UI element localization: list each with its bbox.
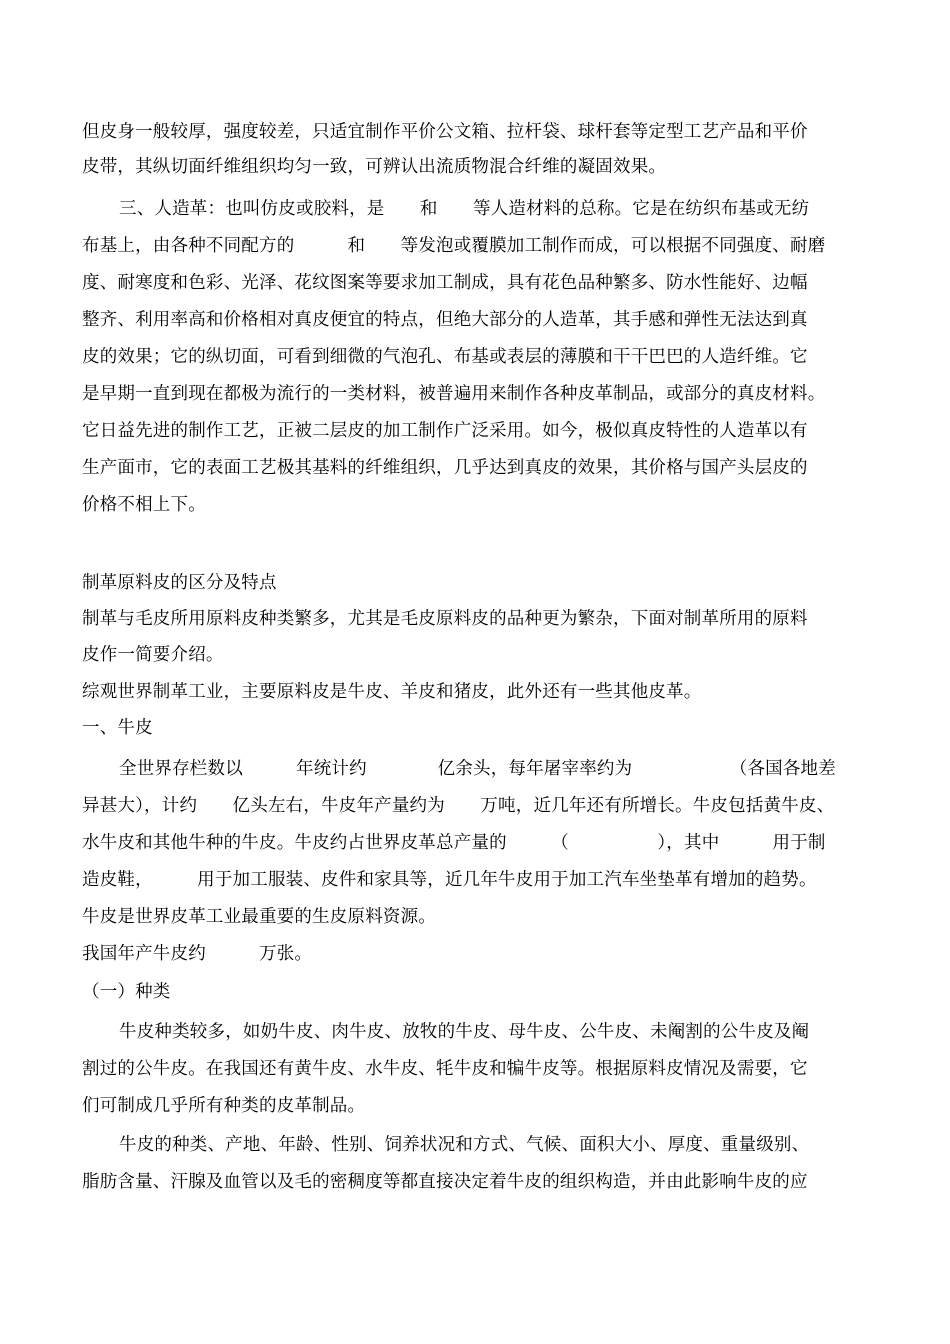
paragraph-line: 牛皮的种类、产地、年龄、性别、饲养状况和方式、气候、面积大小、厚度、重量级别、 <box>119 1135 810 1155</box>
paragraph-line: 整齐、利用率高和价格相对真皮便宜的特点，但绝大部分的人造革，其手感和弹性无法达到真 <box>82 310 808 330</box>
section-title: 制革原料皮的区分及特点 <box>82 573 277 593</box>
paragraph-line: 但皮身一般较厚，强度较差，只适宜制作平价公文箱、拉杆袋、球杆套等定型工艺产品和平价 <box>82 122 808 142</box>
paragraph-line: 度、耐寒度和色彩、光泽、花纹图案等要求加工制成，具有花色品种繁多、防水性能好、边幅 <box>82 273 808 293</box>
paragraph-line: 它日益先进的制作工艺，正被二层皮的加工制作广泛采用。如今，极似真皮特性的人造革以有 <box>82 421 808 441</box>
paragraph-line: 水牛皮和其他牛种的牛皮。牛皮约占世界皮革总产量的 （ ），其中 用于制 <box>82 833 826 853</box>
paragraph-line: 生产面市，它的表面工艺极其基料的纤维组织，几乎达到真皮的效果，其价格与国产头层皮的 <box>82 458 808 478</box>
paragraph-line: 割过的公牛皮。在我国还有黄牛皮、水牛皮、牦牛皮和犏牛皮等。根据原料皮情况及需要，它 <box>82 1059 808 1079</box>
heading-types: （一）种类 <box>82 982 171 1002</box>
paragraph-line: 皮作一简要介绍。 <box>82 645 224 665</box>
paragraph-line: 价格不相上下。 <box>82 495 206 515</box>
paragraph-line: 造皮鞋， 用于加工服装、皮件和家具等，近几年牛皮用于加工汽车坐垫革有增加的趋势。 <box>82 870 817 890</box>
paragraph-line: 异甚大），计约 亿头左右，牛皮年产量约为 万吨，近几年还有所增长。牛皮包括黄牛皮、 <box>82 796 835 816</box>
paragraph-line: 们可制成几乎所有种类的皮革制品。 <box>82 1096 366 1116</box>
paragraph-line: 皮的效果；它的纵切面，可看到细微的气泡孔、布基或表层的薄膜和干干巴巴的人造纤维。它 <box>82 347 808 367</box>
paragraph-line: 制革与毛皮所用原料皮种类繁多，尤其是毛皮原料皮的品种更为繁杂，下面对制革所用的原料 <box>82 609 808 629</box>
paragraph-line: 牛皮种类较多，如奶牛皮、肉牛皮、放牧的牛皮、母牛皮、公牛皮、未阉割的公牛皮及阉 <box>119 1022 810 1042</box>
paragraph-line: 牛皮是世界皮革工业最重要的生皮原料资源。 <box>82 907 436 927</box>
paragraph-line: 布基上，由各种不同配方的 和 等发泡或覆膜加工制作而成，可以根据不同强度、耐磨 <box>82 236 826 256</box>
paragraph-line: 全世界存栏数以 年统计约 亿余头，每年屠宰率约为 （各国各地差 <box>119 759 836 779</box>
paragraph-line: 脂肪含量、汗腺及血管以及毛的密稠度等都直接决定着牛皮的组织构造，并由此影响牛皮的应 <box>82 1172 808 1192</box>
heading-cattle-hide: 一、牛皮 <box>82 718 153 738</box>
paragraph-line: 我国年产牛皮约 万张。 <box>82 944 313 964</box>
paragraph-line: 是早期一直到现在都极为流行的一类材料，被普遍用来制作各种皮革制品，或部分的真皮材料。 <box>82 384 826 404</box>
paragraph-line: 三、人造革：也叫仿皮或胶料，是 和 等人造材料的总称。它是在纺织布基或无纺 <box>119 199 810 219</box>
paragraph-line: 皮带，其纵切面纤维组织均匀一致，可辨认出流质物混合纤维的凝固效果。 <box>82 157 667 177</box>
paragraph-line: 综观世界制革工业，主要原料皮是牛皮、羊皮和猪皮，此外还有一些其他皮革。 <box>82 682 702 702</box>
